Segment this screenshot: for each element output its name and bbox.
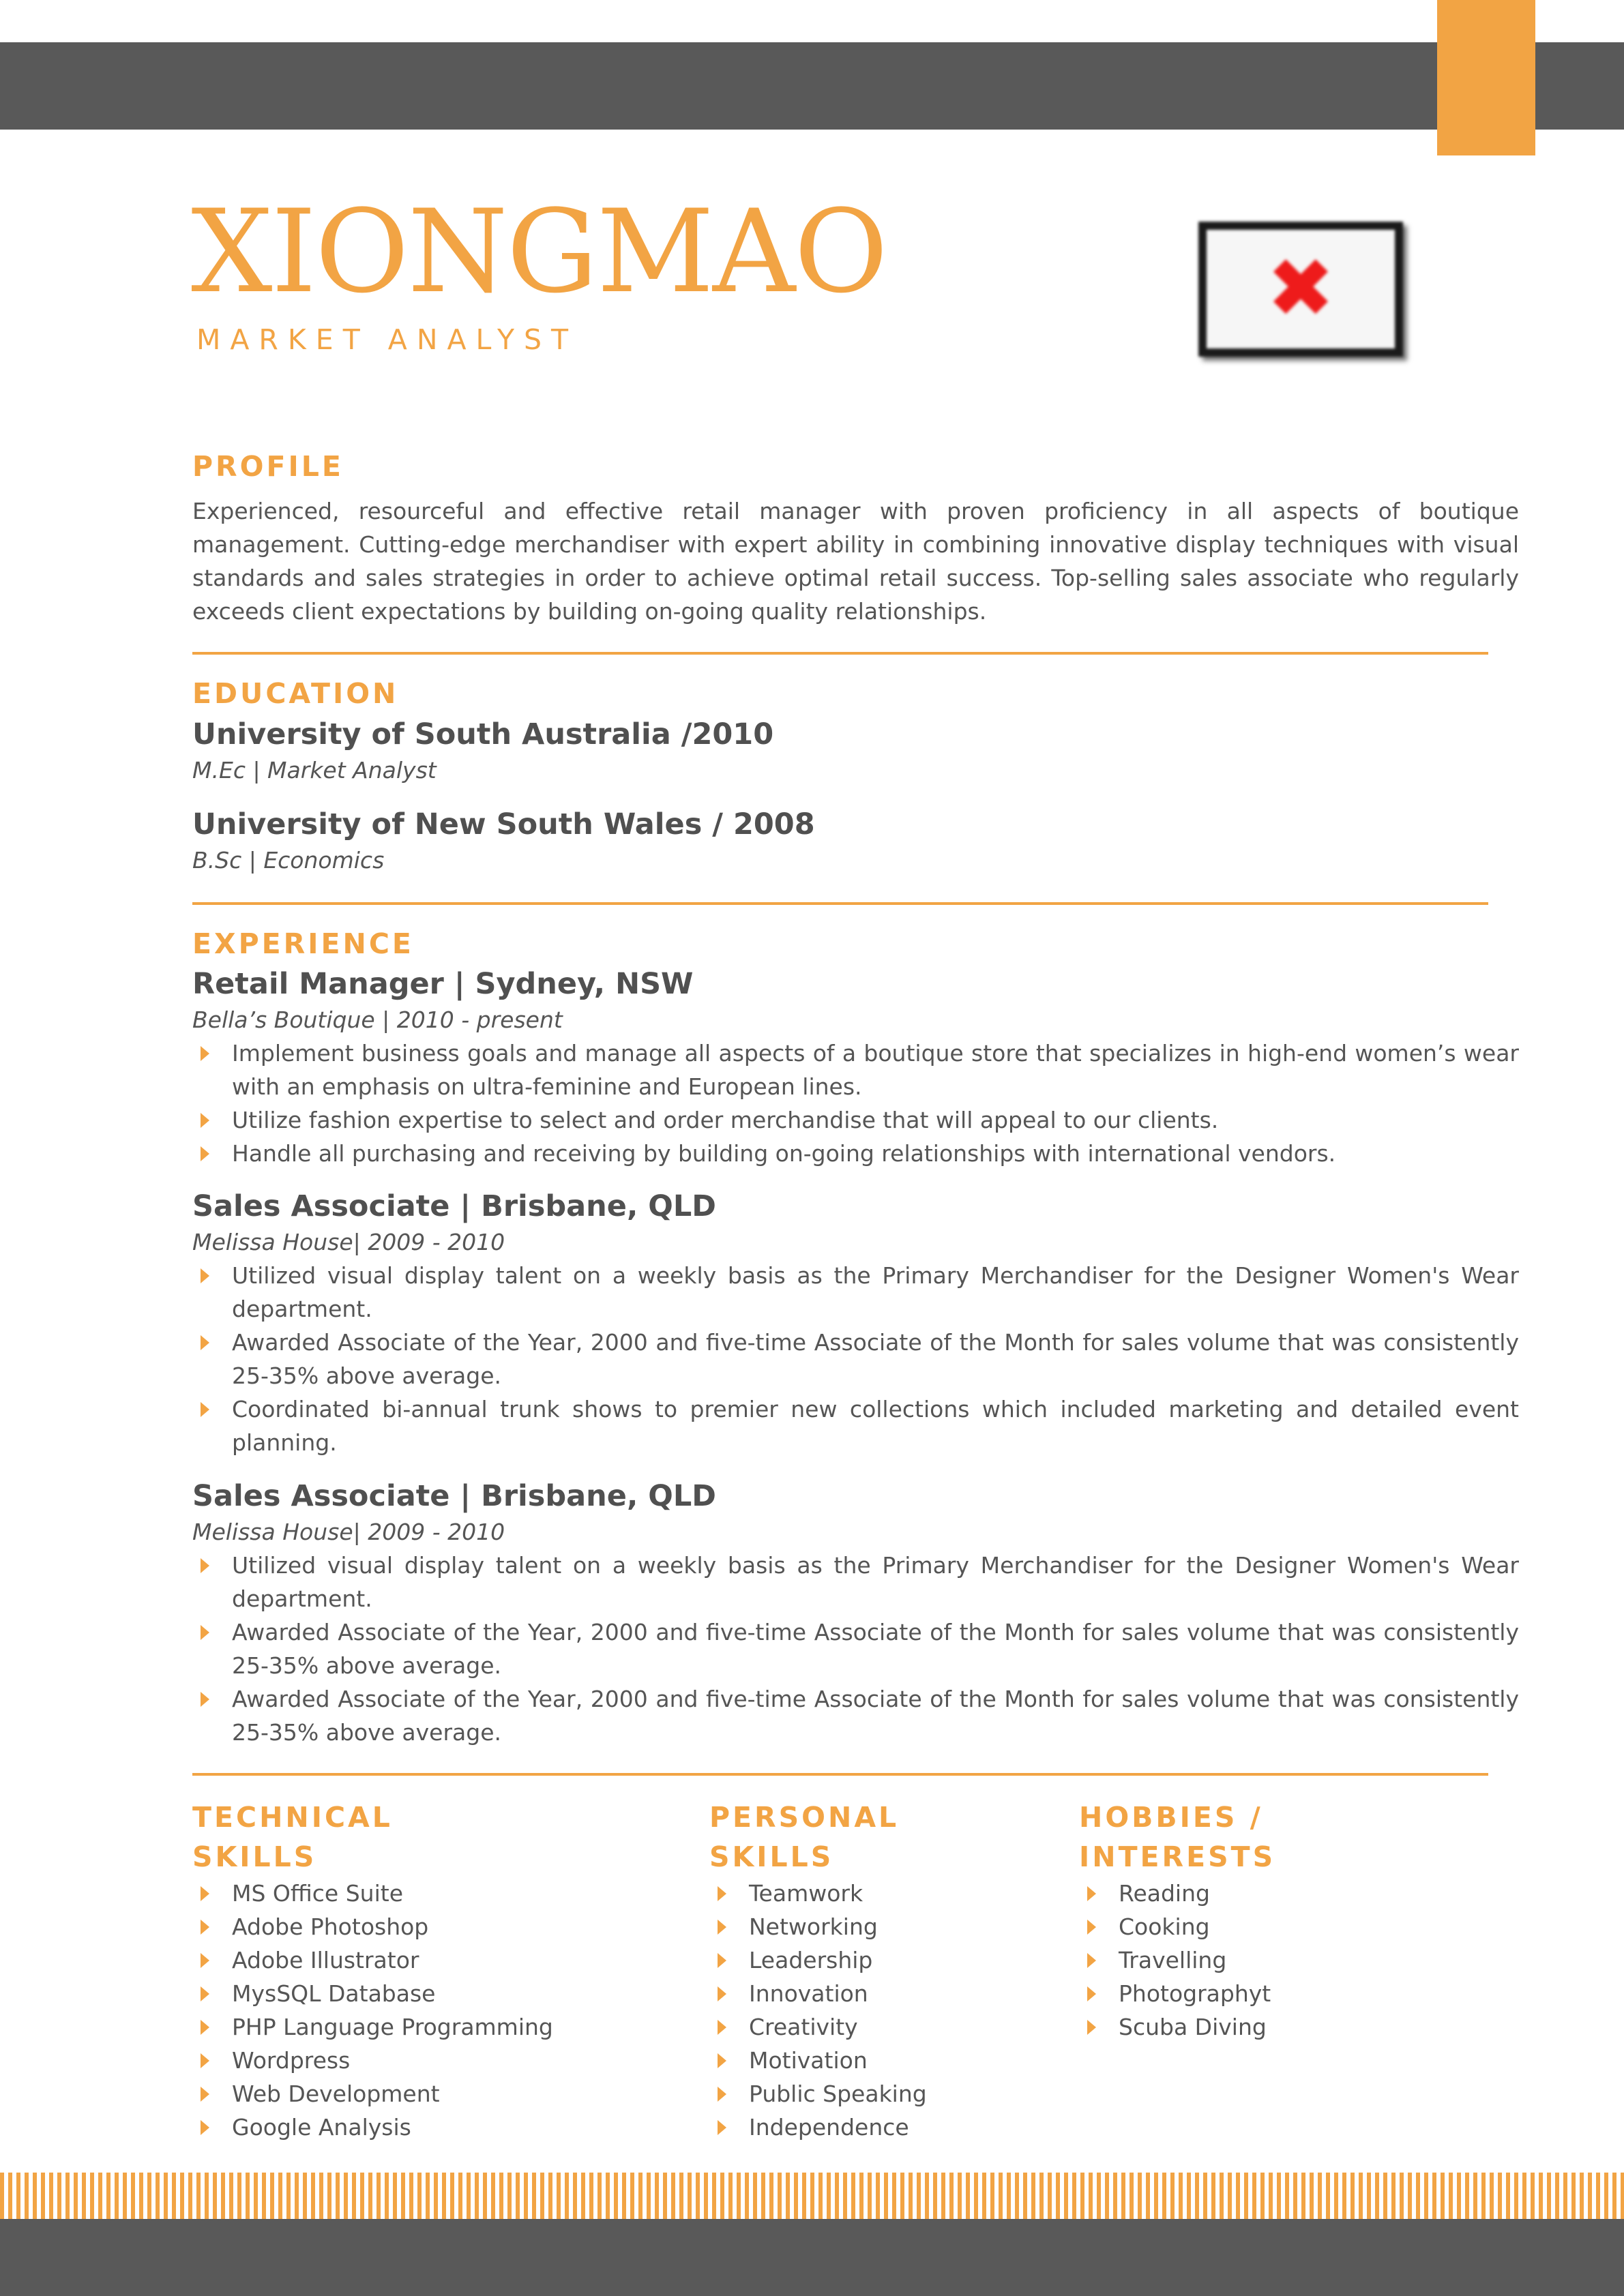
list-item: Leadership bbox=[709, 1943, 928, 1977]
bullet-arrow-icon bbox=[201, 1335, 209, 1350]
list-item: Wordpress bbox=[192, 2044, 438, 2077]
education-item bbox=[192, 805, 1519, 877]
job-entry bbox=[192, 1476, 1519, 1749]
list-item: MysSQL Database bbox=[192, 1977, 438, 2010]
job-company: Melissa House| 2009 - 2010 bbox=[192, 1229, 505, 1255]
list-item: Google Analysis bbox=[192, 2111, 438, 2144]
personal-skills-column bbox=[709, 1798, 928, 2144]
list-item: Independence bbox=[709, 2111, 928, 2144]
bullet-arrow-icon bbox=[201, 1146, 209, 1161]
list-item: Networking bbox=[709, 1910, 928, 1943]
bullet-arrow-icon bbox=[1087, 1920, 1096, 1935]
striped-footer-band bbox=[0, 2173, 1624, 2219]
top-band bbox=[0, 42, 1624, 130]
list-item: Utilized visual display talent on a weekly basis as the Primary Merchandiser for the Designer Women's Wear department. bbox=[192, 1259, 1519, 1326]
education-item bbox=[192, 715, 1519, 787]
bullet-arrow-icon bbox=[718, 2053, 726, 2068]
personal-skills-heading: PERSONAL SKILLS bbox=[709, 1801, 900, 1873]
bullet-arrow-icon bbox=[201, 1920, 209, 1935]
bullet-arrow-icon bbox=[718, 2087, 726, 2102]
bullet-arrow-icon bbox=[201, 1558, 209, 1573]
list-item: Adobe Photoshop bbox=[192, 1910, 438, 1943]
hobbies-list bbox=[1079, 1877, 1297, 2044]
list-item: Adobe Illustrator bbox=[192, 1943, 438, 1977]
technical-skills-heading: TECHNICAL SKILLS bbox=[192, 1801, 393, 1873]
profile-heading: PROFILE bbox=[192, 450, 344, 483]
top-accent-block bbox=[1437, 0, 1535, 155]
job-role: Sales Associate | Brisbane, QLD bbox=[192, 1479, 716, 1513]
list-item: Travelling bbox=[1079, 1943, 1297, 1977]
bullet-arrow-icon bbox=[1087, 2020, 1096, 2035]
profile-photo-placeholder bbox=[1198, 222, 1403, 357]
bullet-arrow-icon bbox=[201, 1268, 209, 1283]
bullet-arrow-icon bbox=[1087, 1986, 1096, 2001]
section-divider bbox=[192, 1773, 1488, 1776]
broken-image-icon: ✖ bbox=[1266, 241, 1335, 336]
job-company: Bella’s Boutique | 2010 - present bbox=[192, 1007, 563, 1033]
bullet-arrow-icon bbox=[718, 1986, 726, 2001]
job-role: Retail Manager | Sydney, NSW bbox=[192, 967, 694, 1001]
list-item: Handle all purchasing and receiving by building on-going relationships with international vendors. bbox=[192, 1137, 1519, 1170]
experience-heading: EXPERIENCE bbox=[192, 927, 414, 960]
job-role: Sales Associate | Brisbane, QLD bbox=[192, 1189, 716, 1223]
bullet-arrow-icon bbox=[718, 2020, 726, 2035]
bullet-arrow-icon bbox=[201, 1986, 209, 2001]
education-school: University of New South Wales / 2008 bbox=[192, 807, 815, 841]
list-item: Creativity bbox=[709, 2010, 928, 2044]
list-item: Teamwork bbox=[709, 1877, 928, 1910]
list-item: Implement business goals and manage all aspects of a boutique store that specializes in high-end women’s wear with an emphasis on ultra-feminine and European lines. bbox=[192, 1037, 1519, 1103]
education-degree: M.Ec | Market Analyst bbox=[192, 757, 437, 784]
list-item: Reading bbox=[1079, 1877, 1297, 1910]
profile-text: Experienced, resourceful and effective retail manager with proven proficiency in all aspects of boutique management. Cutting-edge merchandiser with expert ability in combining innovative display techniques with visual standards and sales strategies in order to achieve optimal retail success. Top-selling sales associate who regularly exceeds client expectations by building on-going quality relationships. bbox=[192, 498, 1519, 625]
list-item: Photographyt bbox=[1079, 1977, 1297, 2010]
job-bullets bbox=[192, 1037, 1519, 1170]
job-company: Melissa House| 2009 - 2010 bbox=[192, 1519, 505, 1545]
section-divider bbox=[192, 652, 1488, 655]
bullet-arrow-icon bbox=[718, 2120, 726, 2135]
job-entry bbox=[192, 1187, 1519, 1459]
list-item: Awarded Associate of the Year, 2000 and five-time Associate of the Month for sales volume that was consistently 25-35% above average. bbox=[192, 1326, 1519, 1392]
bullet-arrow-icon bbox=[201, 1692, 209, 1707]
candidate-name: XIONGMAO bbox=[191, 185, 887, 318]
bullet-arrow-icon bbox=[201, 2120, 209, 2135]
list-item: Awarded Associate of the Year, 2000 and five-time Associate of the Month for sales volume that was consistently 25-35% above average. bbox=[192, 1615, 1519, 1682]
bullet-arrow-icon bbox=[201, 1886, 209, 1901]
list-item: Innovation bbox=[709, 1977, 928, 2010]
section-divider bbox=[192, 902, 1488, 905]
bullet-arrow-icon bbox=[718, 1886, 726, 1901]
list-item: Web Development bbox=[192, 2077, 438, 2111]
education-school: University of South Australia /2010 bbox=[192, 717, 774, 751]
bullet-arrow-icon bbox=[1087, 1953, 1096, 1968]
bullet-arrow-icon bbox=[718, 1953, 726, 1968]
list-item: Awarded Associate of the Year, 2000 and five-time Associate of the Month for sales volume that was consistently 25-35% above average. bbox=[192, 1682, 1519, 1749]
bottom-band bbox=[0, 2219, 1624, 2296]
job-entry bbox=[192, 964, 1519, 1170]
list-item: Coordinated bi-annual trunk shows to premier new collections which included marketing and detailed event planning. bbox=[192, 1392, 1519, 1459]
bullet-arrow-icon bbox=[201, 1113, 209, 1128]
bullet-arrow-icon bbox=[1087, 1886, 1096, 1901]
list-item: Motivation bbox=[709, 2044, 928, 2077]
list-item: Scuba Diving bbox=[1079, 2010, 1297, 2044]
bullet-arrow-icon bbox=[201, 1953, 209, 1968]
technical-skills-list bbox=[192, 1877, 553, 2144]
list-item: PHP Language Programming bbox=[192, 2010, 438, 2044]
bullet-arrow-icon bbox=[201, 1625, 209, 1640]
candidate-title: MARKET ANALYST bbox=[196, 323, 578, 356]
bullet-arrow-icon bbox=[718, 1920, 726, 1935]
bullet-arrow-icon bbox=[201, 2087, 209, 2102]
bullet-arrow-icon bbox=[201, 2020, 209, 2035]
list-item: Utilize fashion expertise to select and order merchandise that will appeal to our clients. bbox=[192, 1103, 1519, 1137]
list-item: Cooking bbox=[1079, 1910, 1297, 1943]
education-heading: EDUCATION bbox=[192, 677, 399, 710]
technical-skills-column bbox=[192, 1798, 553, 2144]
personal-skills-list bbox=[709, 1877, 928, 2144]
list-item: MS Office Suite bbox=[192, 1877, 438, 1910]
job-bullets bbox=[192, 1549, 1519, 1749]
list-item: Public Speaking bbox=[709, 2077, 928, 2111]
bullet-arrow-icon bbox=[201, 2053, 209, 2068]
hobbies-column bbox=[1079, 1798, 1297, 2044]
job-bullets bbox=[192, 1259, 1519, 1459]
list-item: Utilized visual display talent on a weekly basis as the Primary Merchandiser for the Designer Women's Wear department. bbox=[192, 1549, 1519, 1615]
hobbies-heading: HOBBIES / INTERESTS bbox=[1079, 1801, 1276, 1873]
education-degree: B.Sc | Economics bbox=[192, 847, 385, 874]
bullet-arrow-icon bbox=[201, 1402, 209, 1417]
bullet-arrow-icon bbox=[201, 1046, 209, 1061]
